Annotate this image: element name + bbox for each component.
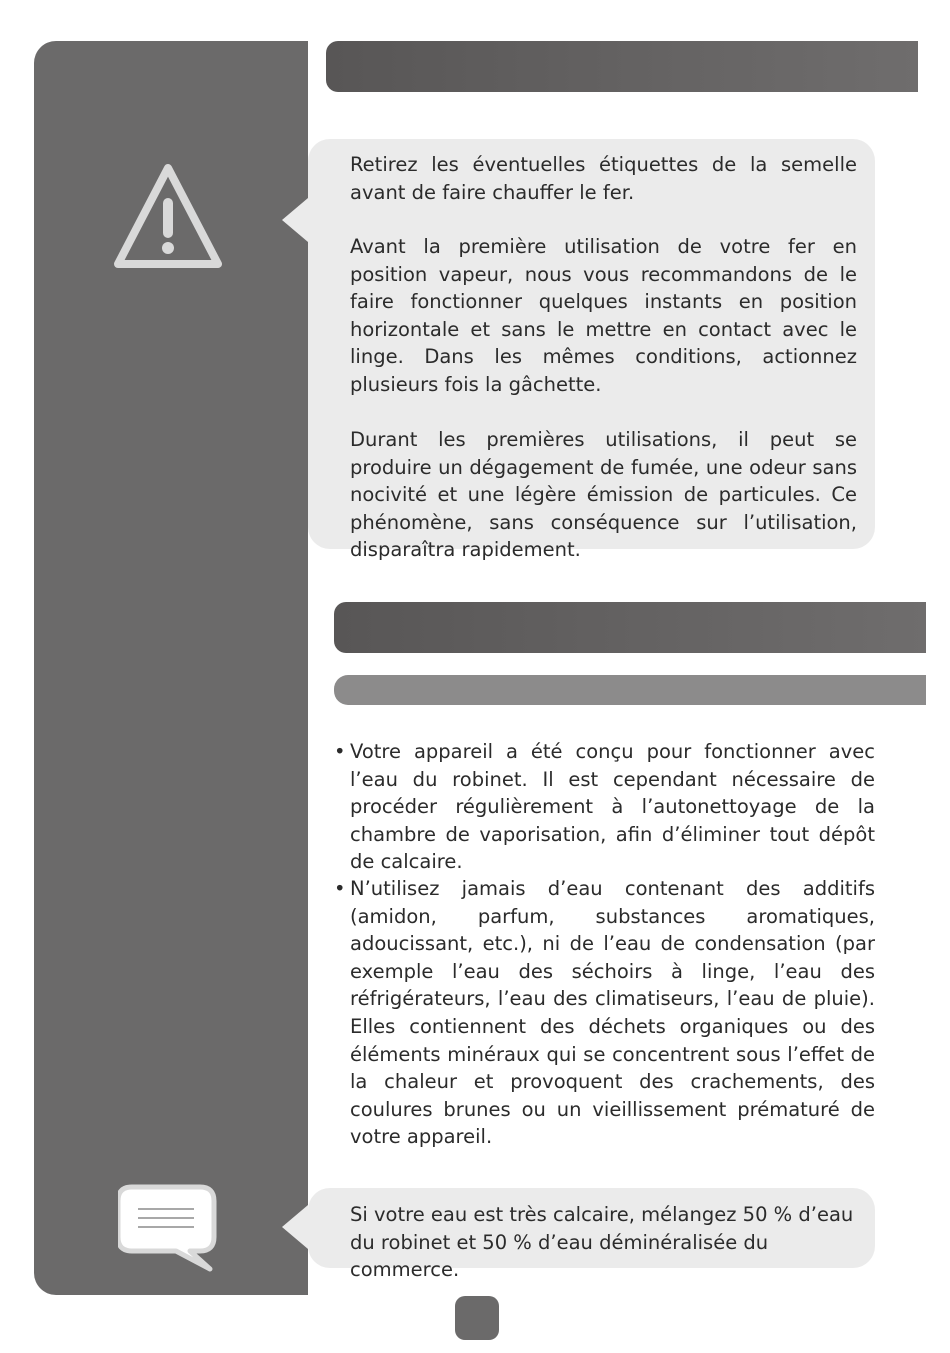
page-number-tab — [455, 1296, 499, 1340]
bullet-text: Votre appareil a été conçu pour fonctionner avec l’eau du robinet. Il est cependant nécessaire de procéder régulièrement à l’autonettoyage de la chambre de vaporisation, afin d’éliminer tout dépôt de calcaire. — [350, 740, 875, 874]
subsection-header-bar — [334, 675, 926, 705]
warning-paragraph-1: Retirez les éventuelles étiquettes de la semelle avant de faire chauffer le fer. — [350, 153, 857, 204]
warning-paragraph-3: Durant les premières utilisations, il peut se produire un dégagement de fumée, une odeur sans nocivité et une légère émission de particules. Ce phénomène, sans conséquence sur l’utilisation, disparaîtra rapidement. — [350, 428, 857, 562]
section-header-bar — [326, 41, 918, 92]
warning-paragraph-2: Avant la première utilisation de votre fer en position vapeur, nous vous recommandons de le faire fonctionner quelques instants en position horizontale et sans le mettre en contact avec le linge. Dans les mêmes conditions, actionnez plusieurs fois la gâchette. — [350, 235, 857, 396]
list-item — [334, 875, 875, 1151]
bullet-symbol: • — [334, 740, 346, 763]
bullet-text: N’utilisez jamais d’eau contenant des additifs (amidon, parfum, substances aromatiques, adoucissant, etc.), ni de l’eau de condensation (par exemple l’eau des séchoirs à linge, l’eau des réfrigérateurs, l’eau des climatiseurs, l’eau de pluie). Elles contiennent des déchets organiques ou des éléments minéraux qui se concentrent sous l’effet de la chaleur et provoquent des crachements, des coulures brunes ou un vieillissement prématuré de votre appareil. — [350, 877, 875, 1149]
list-item — [334, 738, 875, 876]
bullet-symbol: • — [334, 877, 346, 900]
section-header-bar-water — [334, 602, 926, 653]
note-text: Si votre eau est très calcaire, mélangez 50 % d’eau du robinet et 50 % d’eau déminéralisée du commerce. — [350, 1203, 854, 1282]
speech-bubble-icon — [118, 1183, 218, 1273]
warning-triangle-icon — [112, 162, 224, 270]
callout-pointer — [282, 1205, 308, 1249]
callout-pointer — [282, 198, 308, 242]
